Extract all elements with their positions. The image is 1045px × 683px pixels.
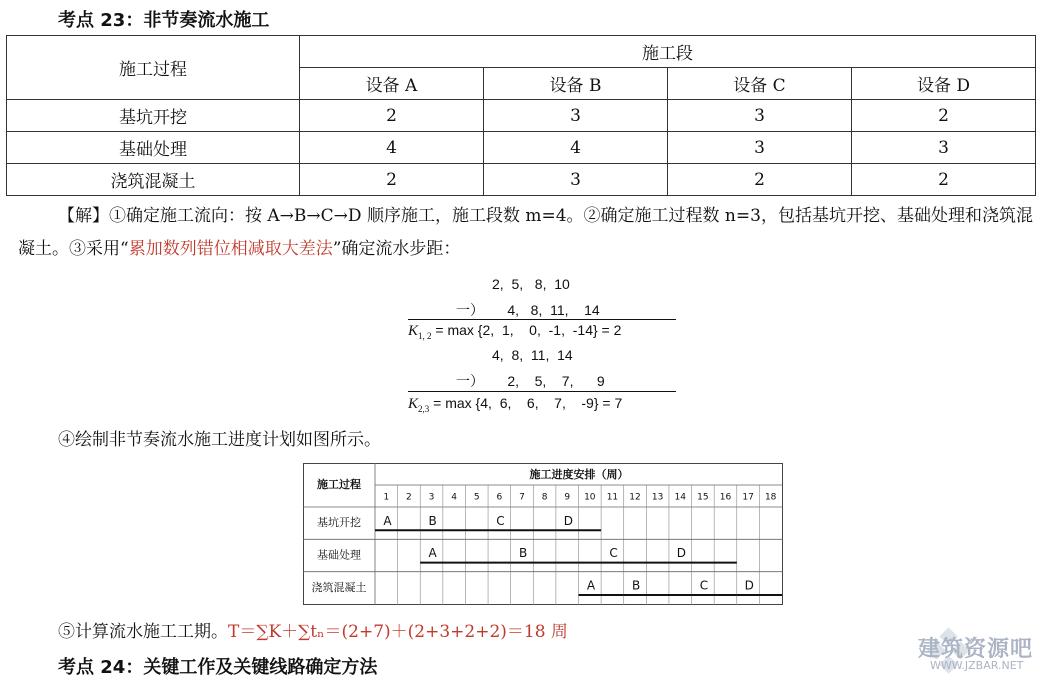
table-cell: 2 [668,164,852,196]
gantt-bar-label: C [609,546,618,561]
formula-rule-1 [408,319,676,320]
gantt-svg [303,463,783,605]
gantt-chart [303,463,783,605]
watermark-url: WWW.JZBAR.NET [930,659,1024,672]
table-cell: 2 [300,164,484,196]
gantt-header-process: 施工过程 [317,478,361,491]
k-symbol: $K_{2,3}$ [408,396,430,414]
row-label: 基坑开挖 [7,100,300,132]
k-symbol: $K_{1, 2}$ [408,323,432,341]
row-label: 浇筑混凝土 [7,164,300,196]
section-heading-23: 考点 23：非节奏流水施工 [58,10,270,31]
gantt-week-label: 8 [541,492,548,503]
gantt-bar-label: C [699,578,709,593]
gantt-week-label: 6 [496,492,503,503]
gantt-week-label: 5 [473,492,480,503]
gantt-row-label: 浇筑混凝土 [311,580,367,594]
table-row [7,100,1036,132]
header-section-d: 设备 D [852,68,1036,100]
table-header-row [7,36,1036,68]
construction-data-table [6,35,1036,196]
table-cell: 4 [484,132,668,164]
gantt-week-label: 1 [383,492,390,503]
gantt-bar-label: A [383,513,392,528]
header-section-c: 设备 C [668,68,852,100]
gantt-header-schedule: 施工进度安排（周） [529,468,629,481]
table-cell: 3 [668,100,852,132]
section-heading-24: 考点 24：关键工作及关键线路确定方法 [58,657,378,678]
table-row [7,164,1036,196]
step4-text: ④绘制非节奏流水施工进度计划如图所示。 [58,430,381,450]
gantt-week-label: 12 [629,492,641,503]
gantt-week-label: 4 [451,492,458,503]
table-cell: 3 [852,132,1036,164]
header-section-b: 设备 B [484,68,668,100]
gantt-week-label: 3 [428,492,435,503]
gantt-week-label: 10 [584,492,596,503]
formula-row-2: 一） 4, 8, 11, 14 [456,302,600,318]
gantt-week-label: 7 [519,492,525,503]
table-cell: 3 [484,100,668,132]
header-process: 施工过程 [7,36,300,100]
row-label: 基础处理 [7,132,300,164]
gantt-week-label: 13 [651,492,664,503]
gantt-week-label: 15 [697,492,709,503]
gantt-bar-label: B [428,513,437,528]
table-cell: 2 [852,100,1036,132]
table-cell: 3 [668,132,852,164]
gantt-bar-label: C [496,513,505,528]
step5-label: ⑤计算流水施工工期。 [58,622,228,642]
step5-text [58,617,568,642]
gantt-week-label: 9 [564,492,571,503]
solution-text: 【解】①确定施工流向：按 A→B→C→D 顺序施工，施工段数 m=4。②确定施工过程数 n=3，包括基坑开挖、基础处理和浇筑混凝土。③采用“ [18,206,1033,259]
formula-row-3: 4, 8, 11, 14 [492,347,573,363]
watermark-text: 建筑资源吧 [918,637,1034,662]
header-section-a: 设备 A [300,68,484,100]
formula-k12: $K_{1, 2} = \max \{2$, 1, 0, -1, -14} = 2 [408,322,622,341]
table-row [7,132,1036,164]
gantt-week-label: 16 [719,492,732,503]
solution-paragraph [18,200,1038,266]
gantt-bar-label: A [586,578,596,593]
formula-row-4: 一） 2, 5, 7, 9 [456,373,605,389]
gantt-bar-label: B [518,546,528,561]
formula-row-1: 2, 5, 8, 10 [492,276,570,292]
gantt-bar-label: D [563,513,573,528]
solution-text-end: ”确定流水步距： [332,239,461,259]
gantt-week-label: 14 [674,492,686,503]
gantt-week-label: 2 [406,492,412,503]
table-cell: 2 [852,164,1036,196]
gantt-week-label: 18 [764,492,777,503]
header-section: 施工段 [300,36,1036,68]
table-cell: 2 [300,100,484,132]
formula-rule-2 [408,391,676,392]
gantt-week-label: 11 [606,492,619,503]
gantt-row-label: 基坑开挖 [317,516,361,530]
gantt-bar-label: A [428,546,437,561]
table-cell: 4 [300,132,484,164]
gantt-bar-label: D [744,578,754,593]
formula-k23: $K_{2,3} = \max \{4$, 6, 6, 7, -9} = 7 [408,395,623,414]
method-highlight: 累加数列错位相减取大差法 [128,239,333,259]
table-cell: 3 [484,164,668,196]
gantt-bar-label: D [676,546,687,561]
duration-formula: T＝∑K＋∑tₙ＝(2+7)＋(2+3+2+2)＝18 周 [228,622,568,642]
gantt-week-label: 17 [742,492,754,503]
gantt-row-label: 基础处理 [317,548,361,562]
gantt-bar-label: B [632,578,641,593]
